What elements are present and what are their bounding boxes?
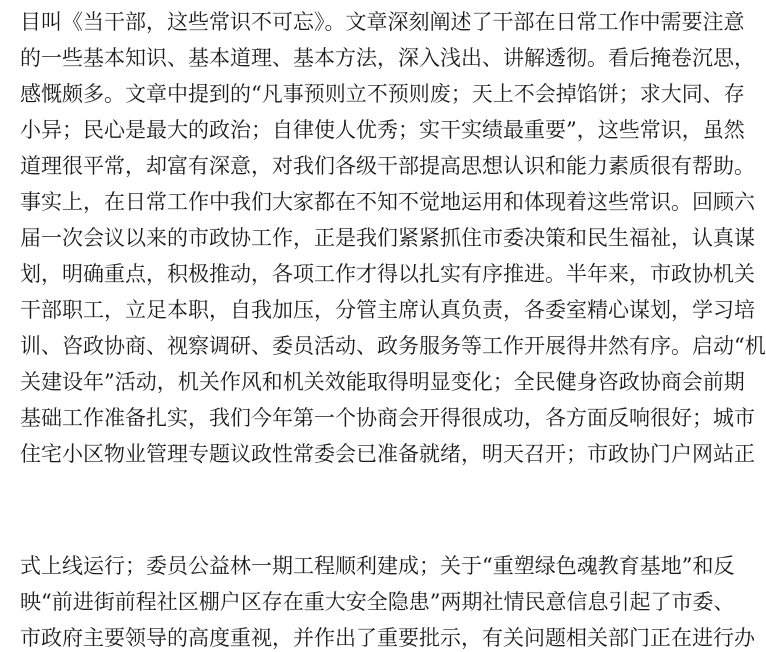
text-line: 住宅小区物业管理专题议政性常委会已准备就绪，明天召开；市政协门户网站正: [20, 442, 755, 466]
text-line: 届一次会议以来的市政协工作，正是我们紧紧抓住市委决策和民生福祉，认真谋: [20, 226, 755, 250]
text-line: 关建设年”活动，机关作风和机关效能取得明显变化；全民健身咨政协商会前期: [20, 370, 745, 394]
text-line: 基础工作准备扎实，我们今年第一个协商会开得很成功，各方面反响很好；城市: [20, 406, 755, 430]
text-line: 训、咨政协商、视察调研、委员活动、政务服务等工作开展得井然有序。启动“机: [20, 334, 766, 358]
text-line: 的一些基本知识、基本道理、基本方法，深入浅出、讲解透彻。看后掩卷沉思，: [20, 46, 755, 70]
text-line: 划，明确重点，积极推动，各项工作才得以扎实有序推进。半年来，市政协机关: [20, 262, 755, 286]
text-line: 目叫《当干部，这些常识不可忘》。文章深刻阐述了干部在日常工作中需要注意: [20, 10, 745, 34]
text-line: 事实上，在日常工作中我们大家都在不知不觉地运用和体现着这些常识。回顾六: [20, 190, 755, 214]
text-line: 道理很平常，却富有深意，对我们各级干部提高思想认识和能力素质很有帮助。: [20, 154, 755, 178]
text-line: 市政府主要领导的高度重视，并作出了重要批示，有关问题相关部门正在进行办: [20, 626, 755, 650]
text-line: 感慨颇多。文章中提到的“凡事预则立不预则废；天上不会掉馅饼；求大同、存: [20, 82, 745, 106]
text-line: 式上线运行；委员公益林一期工程顺利建成；关于“重塑绿色魂教育基地”和反: [20, 554, 735, 578]
text-line: 干部职工，立足本职，自我加压，分管主席认真负责，各委室精心谋划，学习培: [20, 298, 755, 322]
text-line: 映“前进街前程社区棚户区存在重大安全隐患”两期社情民意信息引起了市委、: [20, 590, 735, 614]
text-line: 小异；民心是最大的政治；自律使人优秀；实干实绩最重要”，这些常识，虽然: [20, 118, 745, 142]
